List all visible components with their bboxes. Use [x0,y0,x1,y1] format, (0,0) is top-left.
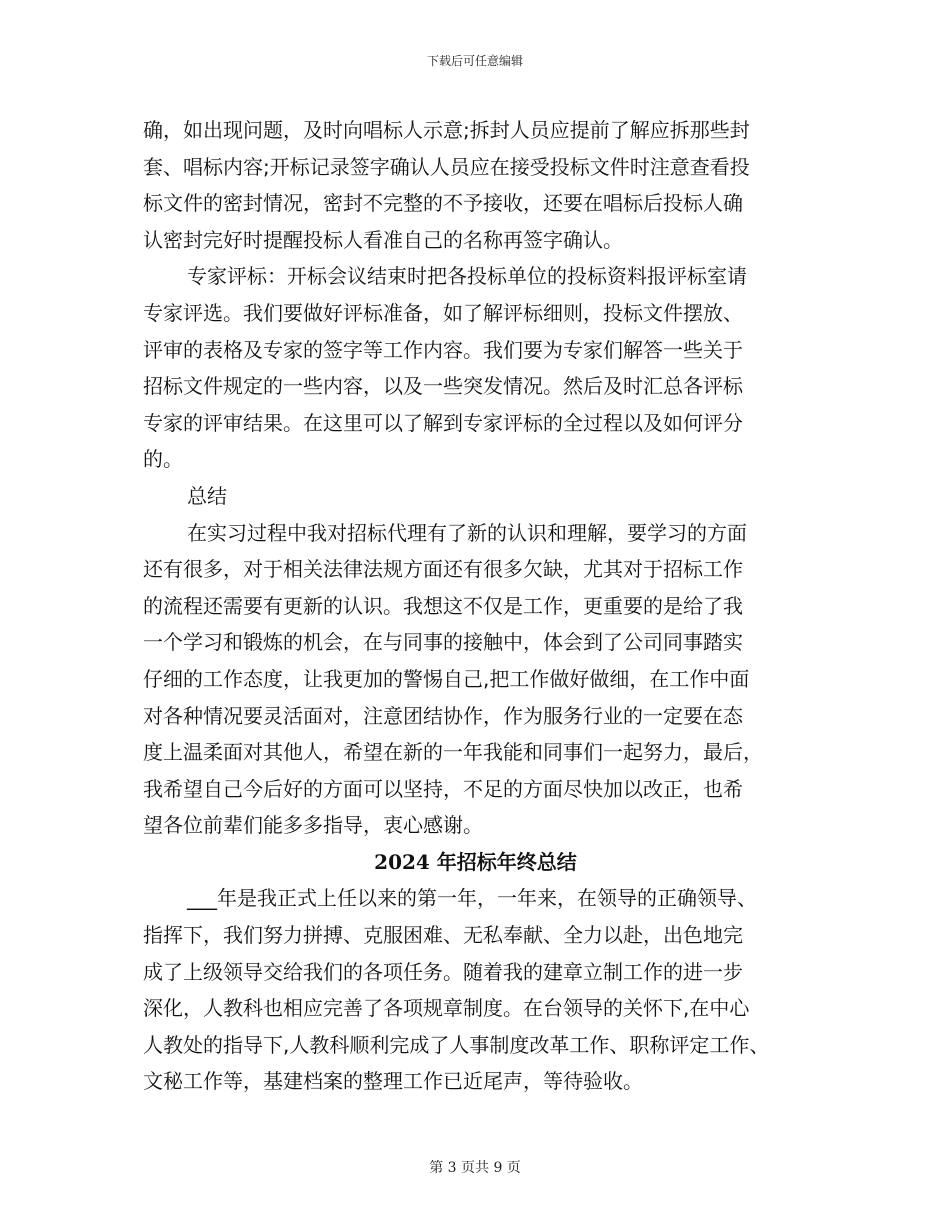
section-heading: 总结 [187,483,227,508]
text-line: 标文件的密封情况，密封不完整的不予接收，还要在唱标后投标人确 [143,191,743,216]
text-line: 的。 [143,447,183,472]
text-line: 度上温柔面对其他人，希望在新的一年我能和同事们一起努力，最后， [143,740,763,765]
text-line: 套、唱标内容;开标记录签字确认人员应在接受投标文件时注意查看投 [143,154,750,179]
text-line: 指挥下，我们努力拼搏、克服困难、无私奉献、全力以赴，出色地完 [143,923,743,948]
text-line: 望各位前辈们能多多指导，衷心感谢。 [143,813,483,838]
page-footer: 第 3 页共 9 页 [429,1160,521,1176]
text-line: 人教处的指导下,人教科顺利完成了人事制度改革工作、职称评定工作、 [143,1032,770,1057]
text-line: 确，如出现问题，及时向唱标人示意;拆封人员应提前了解应拆那些封 [143,118,750,142]
text-line: 成了上级领导交给我们的各项任务。随着我的建章立制工作的进一步 [143,959,743,984]
text-line: 还有很多，对于相关法律法规方面还有很多欠缺，尤其对于招标工作 [143,557,743,582]
text-line: 对各种情况要灵活面对，注意团结协作，作为服务行业的一定要在态 [143,703,743,728]
text-line: 专家的评审结果。在这里可以了解到专家评标的全过程以及如何评分 [143,410,743,435]
text-line: 专家评选。我们要做好评标准备，如了解评标细则，投标文件摆放、 [143,300,743,325]
text-line: 在实习过程中我对招标代理有了新的认识和理解，要学习的方面 [187,520,747,545]
text-line: 的流程还需要有更新的认识。我想这不仅是工作，更重要的是给了我 [143,593,743,618]
text-line: 认密封完好时提醒投标人看准自己的名称再签字确认。 [143,227,623,252]
text-line: 我希望自己今后好的方面可以坚持，不足的方面尽快加以改正，也希 [143,776,743,801]
text-line: 招标文件规定的一些内容，以及一些突发情况。然后及时汇总各评标 [143,374,743,399]
text-line: 深化，人教科也相应完善了各项规章制度。在台领导的关怀下,在中心 [143,996,750,1021]
text-line: ___年是我正式上任以来的第一年，一年来，在领导的正确领导、 [187,886,757,911]
text-line: 评审的表格及专家的签字等工作内容。我们要为专家们解答一些关于 [143,337,743,362]
text-line: 一个学习和锻炼的机会，在与同事的接触中，体会到了公司同事踏实 [143,630,743,655]
text-line: 专家评标：开标会议结束时把各投标单位的投标资料报评标室请 [187,264,747,289]
text-line: 仔细的工作态度，让我更加的警惕自己,把工作做好做细，在工作中面 [143,666,750,691]
text-line: 文秘工作等，基建档案的整理工作已近尾声，等待验收。 [143,1069,643,1094]
page-header: 下载后可任意编辑 [426,54,523,68]
document-title: 2024 年招标年终总结 [374,849,577,874]
document-body [143,112,808,1100]
